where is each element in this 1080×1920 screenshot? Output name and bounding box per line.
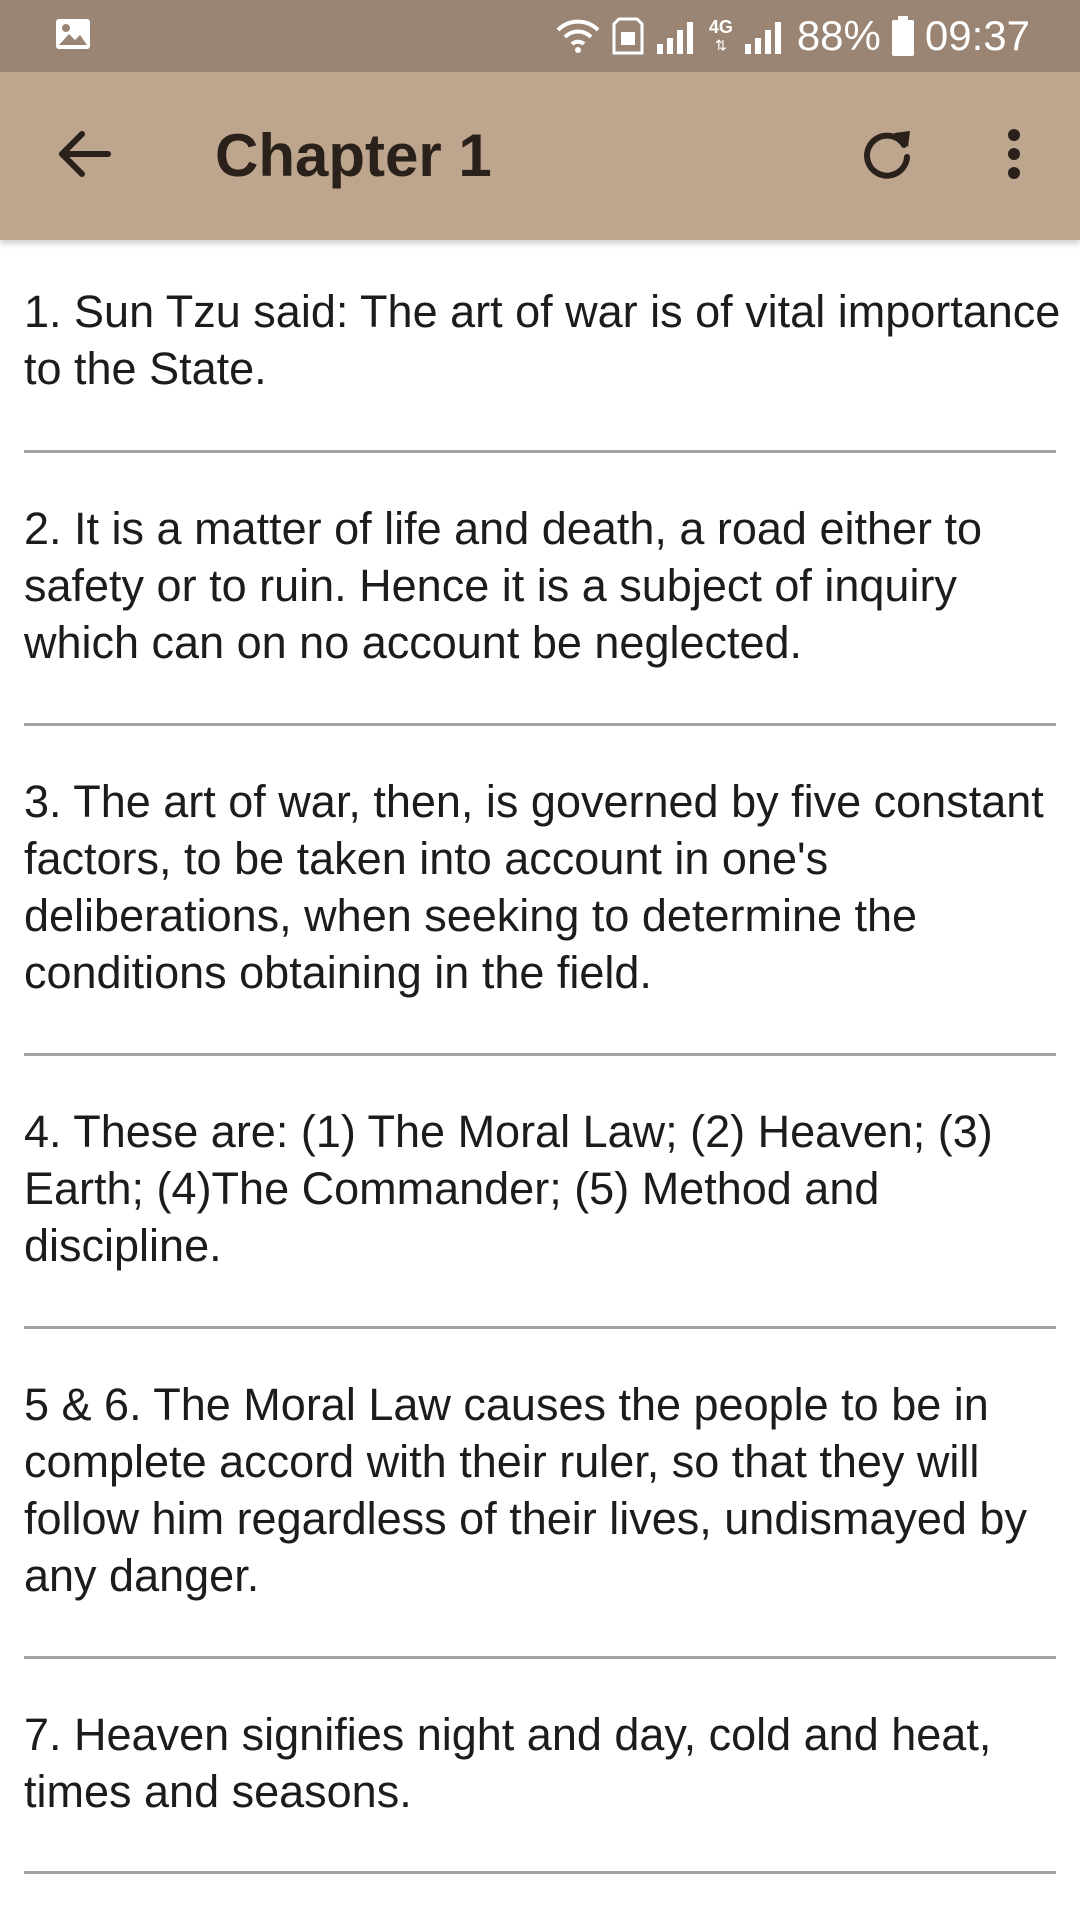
image-icon — [55, 18, 91, 50]
status-bar — [0, 0, 1080, 72]
more-vertical-icon — [1006, 128, 1022, 185]
4g-icon: 4G ⇅ — [708, 17, 733, 53]
back-button[interactable] — [50, 122, 118, 190]
sim-icon — [611, 16, 645, 56]
divider — [24, 1326, 1056, 1329]
app-toolbar — [0, 72, 1080, 240]
refresh-button[interactable] — [853, 122, 921, 190]
battery-percent: 88% — [796, 12, 881, 59]
battery-icon — [891, 15, 915, 57]
status-icons — [555, 0, 1030, 72]
divider — [24, 1871, 1056, 1874]
more-options-button[interactable] — [980, 122, 1048, 190]
clock: 09:37 — [924, 12, 1030, 59]
verse-paragraph: 4. These are: (1) The Moral Law; (2) Heaven; (3) Earth; (4)The Commander; (5) Method and discipline. — [24, 1106, 993, 1271]
divider — [24, 1656, 1056, 1659]
verse-paragraph: 7. Heaven signifies night and day, cold and heat, times and seasons. — [24, 1709, 992, 1817]
verse-paragraph: 2. It is a matter of life and death, a road either to safety or to ruin. Hence it is a subject of inquiry which can on no account be neglected. — [24, 503, 983, 668]
arrow-left-icon — [56, 130, 112, 183]
verse-paragraph: 1. Sun Tzu said: The art of war is of vital importance to the State. — [24, 286, 1061, 394]
divider — [24, 450, 1056, 453]
signal-icon — [743, 16, 787, 56]
divider — [24, 1053, 1056, 1056]
wifi-icon — [555, 16, 601, 56]
page-title: Chapter 1 — [215, 122, 492, 189]
verse-paragraph: 5 & 6. The Moral Law causes the people to be in complete accord with their ruler, so that they will follow him regardless of their lives, undismayed by any danger. — [24, 1379, 1027, 1601]
signal-icon — [655, 16, 699, 56]
divider — [24, 723, 1056, 726]
verse-paragraph: 3. The art of war, then, is governed by five constant factors, to be taken into account in one's deliberations, when seeking to determine the conditions obtaining in the field. — [24, 776, 1044, 998]
refresh-icon — [860, 127, 914, 186]
